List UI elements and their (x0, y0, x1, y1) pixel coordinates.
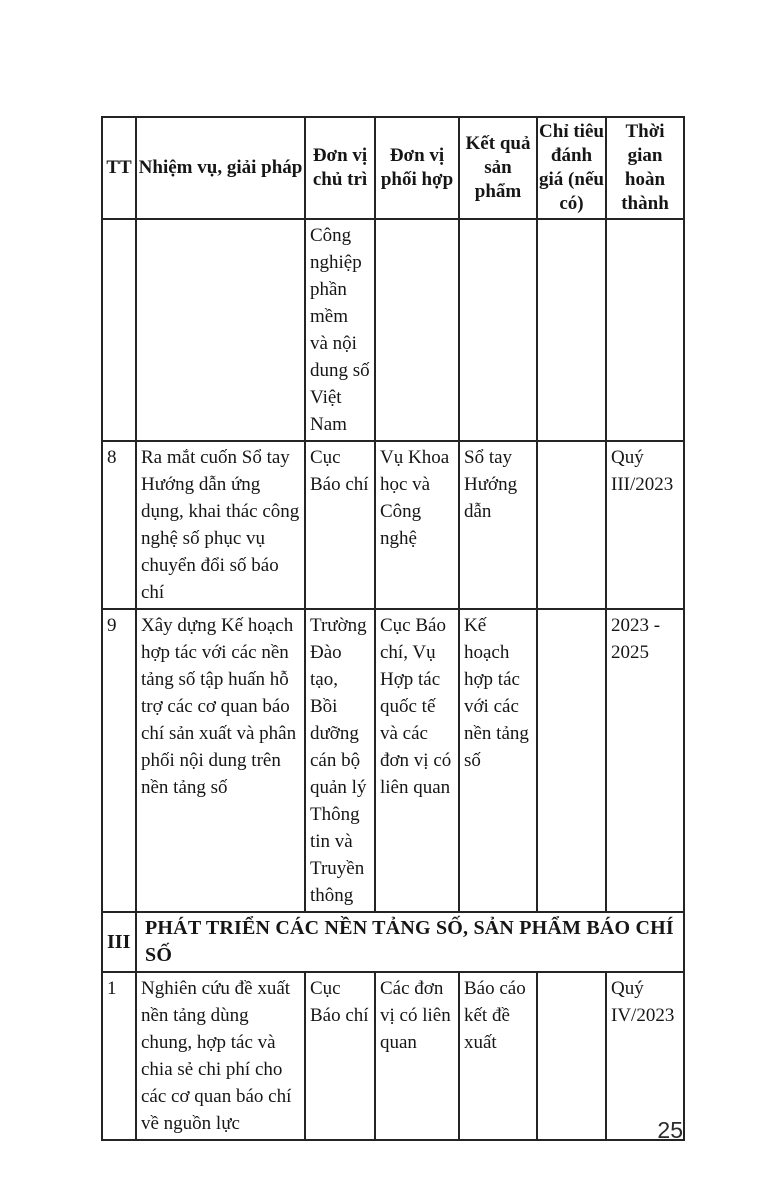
cell-criteria (537, 441, 606, 609)
cell-lead-unit: Cục Báo chí (305, 441, 375, 609)
cell-result (459, 219, 537, 441)
section-number: III (102, 912, 136, 972)
table-header-row (102, 117, 684, 219)
header-criteria: Chỉ tiêu đánh giá (nếu có) (537, 117, 606, 219)
cell-coop-unit: Vụ Khoa học và Công nghệ (375, 441, 459, 609)
cell-tt (102, 219, 136, 441)
task-plan-table (101, 116, 685, 1141)
header-tt: TT (102, 117, 136, 219)
table-row-9 (102, 609, 684, 912)
header-time: Thời gian hoàn thành (606, 117, 684, 219)
header-coop-unit: Đơn vị phối hợp (375, 117, 459, 219)
cell-criteria (537, 609, 606, 912)
header-lead-unit: Đơn vị chủ trì (305, 117, 375, 219)
cell-task: Nghiên cứu đề xuất nền tảng dùng chung, hợp tác và chia sẻ chi phí cho các cơ quan báo chí về nguồn lực (136, 972, 305, 1140)
cell-time (606, 219, 684, 441)
cell-time: 2023 - 2025 (606, 609, 684, 912)
cell-lead-unit: Cục Báo chí (305, 972, 375, 1140)
cell-criteria (537, 219, 606, 441)
table-row-8 (102, 441, 684, 609)
cell-lead-unit: Công nghiệp phần mềm và nội dung số Việt Nam (305, 219, 375, 441)
cell-coop-unit: Các đơn vị có liên quan (375, 972, 459, 1140)
cell-task: Xây dựng Kế hoạch hợp tác với các nền tảng số tập huấn hỗ trợ các cơ quan báo chí sản xuất và phân phối nội dung trên nền tảng số (136, 609, 305, 912)
cell-time: Quý III/2023 (606, 441, 684, 609)
cell-coop-unit: Cục Báo chí, Vụ Hợp tác quốc tế và các đơn vị có liên quan (375, 609, 459, 912)
cell-result: Sổ tay Hướng dẫn (459, 441, 537, 609)
cell-tt: 8 (102, 441, 136, 609)
header-result: Kết quả sản phẩm (459, 117, 537, 219)
page-number: 25 (657, 1117, 683, 1143)
cell-result: Báo cáo kết đề xuất (459, 972, 537, 1140)
section-row-iii (102, 912, 684, 972)
cell-time: Quý IV/2023 (606, 972, 684, 1140)
cell-task (136, 219, 305, 441)
cell-tt: 9 (102, 609, 136, 912)
cell-lead-unit: Trường Đào tạo, Bồi dưỡng cán bộ quản lý Thông tin và Truyền thông (305, 609, 375, 912)
table-row-continuation (102, 219, 684, 441)
section-title: PHÁT TRIỂN CÁC NỀN TẢNG SỐ, SẢN PHẨM BÁO CHÍ SỐ (136, 912, 684, 972)
table-row-1 (102, 972, 684, 1140)
cell-coop-unit (375, 219, 459, 441)
cell-result: Kế hoạch hợp tác với các nền tảng số (459, 609, 537, 912)
cell-tt: 1 (102, 972, 136, 1140)
cell-criteria (537, 972, 606, 1140)
cell-task: Ra mắt cuốn Sổ tay Hướng dẫn ứng dụng, khai thác công nghệ số phục vụ chuyển đổi số báo chí (136, 441, 305, 609)
header-task: Nhiệm vụ, giải pháp (136, 117, 305, 219)
